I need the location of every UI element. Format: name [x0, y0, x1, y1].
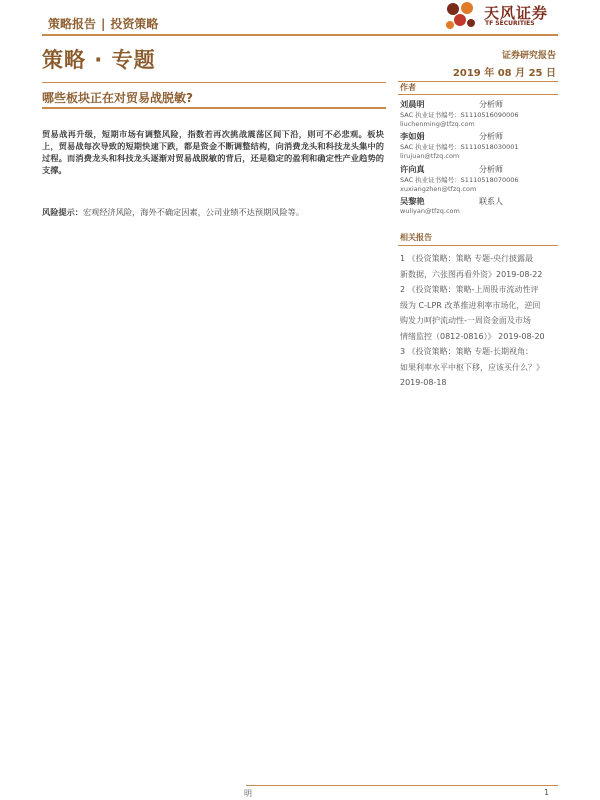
author-name: 李如娟: [400, 131, 425, 141]
page-number: 1: [544, 788, 550, 797]
related-report-line[interactable]: 情绪监控（0812-0816）》 2019-08-20: [400, 331, 545, 341]
footer-rule: [246, 785, 558, 786]
logo-english-name: TF SECURITIES: [485, 20, 535, 27]
headline-rule: [42, 107, 386, 109]
author-card: [400, 164, 560, 198]
header-rule: [42, 34, 558, 36]
author-role: 分析师: [479, 100, 503, 109]
related-report-line[interactable]: 购发力呵护流动性-一周资金面及市场: [400, 316, 531, 325]
related-reports-heading: 相关报告: [400, 233, 432, 242]
related-report-line[interactable]: 1 《投资策略：策略 专题-央行披露最: [400, 254, 534, 263]
risk-note: [42, 206, 384, 218]
company-logo: [444, 0, 564, 34]
related-report-line[interactable]: 3 《投资策略：策略 专题-长期视角：: [400, 347, 534, 356]
author-role: 分析师: [479, 132, 503, 141]
logo-mark-icon: [444, 0, 478, 32]
author-card: [400, 99, 560, 133]
author-sac-number: SAC 执业证书编号：S1110518030001: [400, 143, 519, 151]
author-sac-number: SAC 执业证书编号：S1110518070006: [400, 176, 519, 184]
logo-chinese-name: 天风证券: [484, 4, 549, 22]
author-name: 刘晨明: [400, 99, 425, 109]
author-name: 吴黎艳: [400, 196, 425, 206]
summary-paragraph: 贸易战再升级，短期市场有调整风险，指数若再次挑战震荡区间下沿，则可不必悲观。板块上，贸易战每次导致的短期快速下跌，都是资金不断调整结构，向消费龙头和科技龙头集中的过程。而消费龙头和科技龙头逐渐对贸易战脱敏的背后，还是稳定的盈利和确定性产业趋势的支撑。: [42, 129, 384, 175]
footer-text: 明: [244, 789, 252, 798]
author-email[interactable]: wuliyan@tfzq.com: [400, 207, 460, 215]
report-headline: 哪些板块正在对贸易战脱敏?: [42, 91, 193, 105]
author-name: 许向真: [400, 164, 425, 174]
report-date: 2019 年 08 月 25 日: [452, 68, 556, 79]
author-email[interactable]: lirujuan@tfzq.com: [400, 152, 460, 160]
divider-left: [42, 82, 386, 83]
risk-text: 宏观经济风险，海外不确定因素，公司业绩不达预期风险等。: [82, 207, 305, 217]
section-title: 策略 · 专题: [42, 48, 156, 72]
divider-right: [398, 81, 558, 82]
author-card: [400, 196, 560, 230]
author-role: 分析师: [479, 165, 503, 174]
authors-heading: 作者: [400, 83, 416, 92]
authors-rule: [398, 94, 558, 95]
related-report-line[interactable]: 2 《投资策略：策略-上周股市流动性评: [400, 285, 539, 294]
author-sac-number: SAC 执业证书编号：S1110516090006: [400, 111, 519, 119]
breadcrumb: [48, 15, 158, 32]
related-reports-rule: [398, 245, 558, 246]
author-card: [400, 131, 560, 165]
breadcrumb-secondary: 投资策略: [110, 17, 159, 31]
breadcrumb-separator: |: [101, 17, 106, 31]
related-report-line[interactable]: 如果利率水平中枢下移，应该买什么？》: [400, 362, 544, 372]
report-type: 证券研究报告: [501, 51, 556, 61]
related-report-line[interactable]: 级为 C-LPR 改革推进利率市场化，逆回: [400, 300, 541, 310]
author-role: 联系人: [479, 197, 503, 206]
author-email[interactable]: xuxiangzhen@tfzq.com: [400, 185, 477, 193]
breadcrumb-primary: 策略报告: [48, 17, 97, 31]
risk-label: 风险提示：: [42, 207, 83, 217]
related-report-line[interactable]: 2019-08-18: [400, 378, 447, 387]
related-report-line[interactable]: 新数据，六张图再看外资》2019-08-22: [400, 269, 543, 279]
related-reports-list: [400, 251, 558, 391]
author-email[interactable]: liuchenming@tfzq.com: [400, 120, 475, 128]
